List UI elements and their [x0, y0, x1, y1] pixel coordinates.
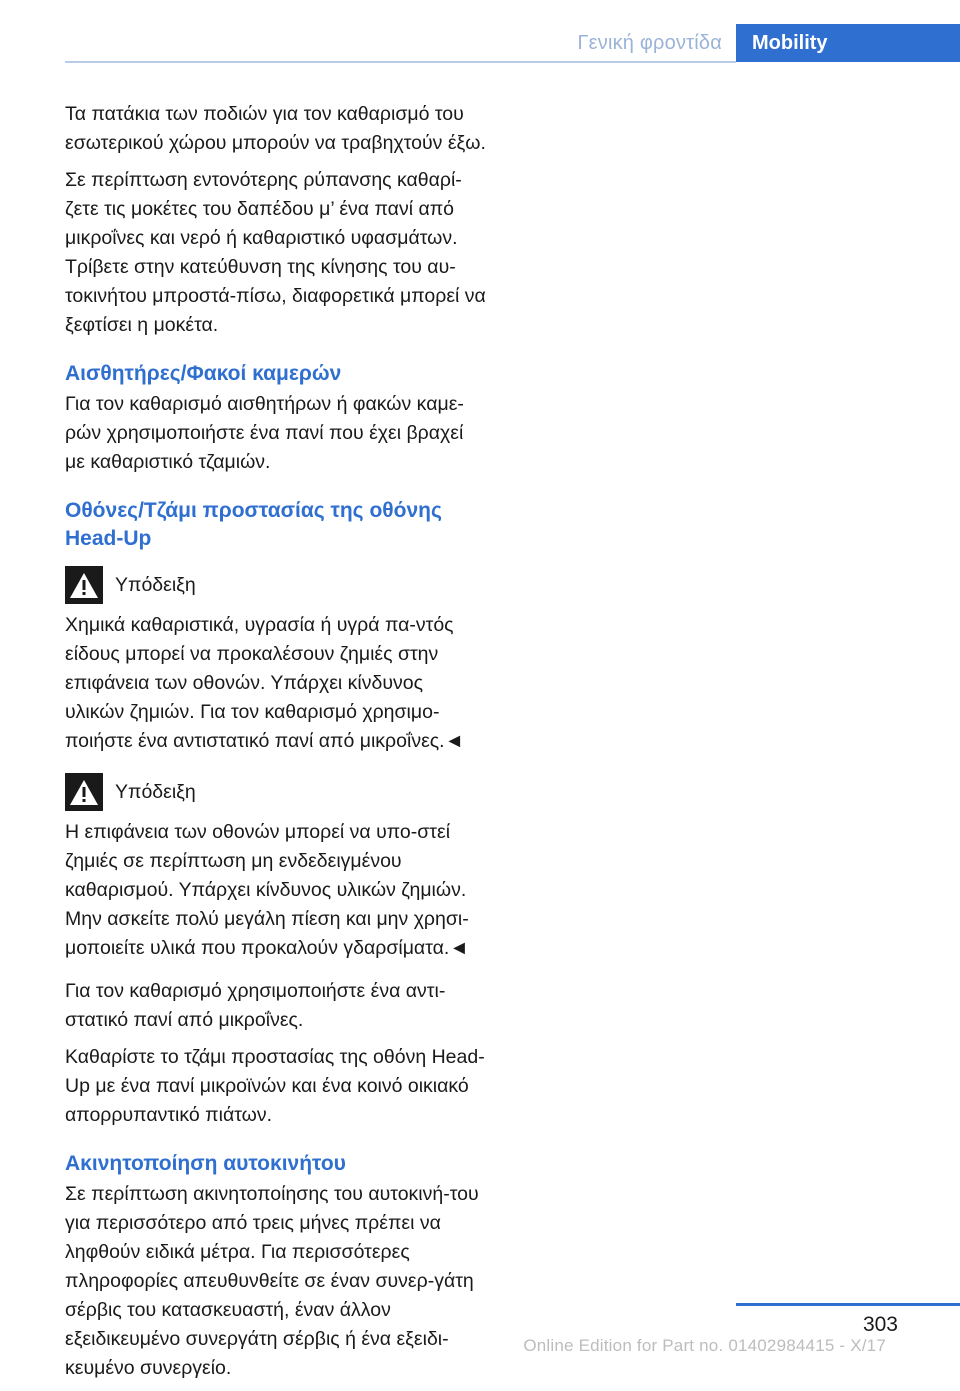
screens-heading: Οθόνες/Τζάμι προστασίας της οθόνης Head-Up [65, 499, 442, 550]
edition-footer: Online Edition for Part no. 01402984415 - X/17 [523, 1336, 886, 1355]
footer-divider [736, 1303, 960, 1306]
warning-note-2 [65, 770, 487, 963]
note-2-body: Η επιφάνεια των οθονών μπορεί να υπο-στεί ζημιές σε περίπτωση μη ενδεδειγμένου καθαρισμού. Υπάρχει κίνδυνος υλικών ζημιών. Μην ασκείτε πολύ μεγάλη πίεση και μην χρησι-μοποιείτε υλικά που προκαλούν γδαρσίματα.◄ [65, 821, 469, 959]
sensors-paragraph: Για τον καθαρισμό αισθητήρων ή φακών καμε-ρών χρησιμοποιήστε ένα πανί που έχει βραχεί με καθαριστικό τζαμιών. [65, 393, 464, 473]
intro-paragraph-1: Τα πατάκια των ποδιών για τον καθαρισμό του εσωτερικού χώρου μπορούν να τραβηχτούν έξω. [65, 103, 486, 154]
warning-triangle-icon [65, 773, 103, 811]
header-divider [65, 61, 736, 63]
warning-triangle-icon [65, 566, 103, 604]
section-tab-mobility: Mobility [736, 24, 960, 62]
screens-paragraph-2: Καθαρίστε το τζάμι προστασίας της οθόνη Head-Up με ένα πανί μικροϊνών και ένα κοινό οικιακό απορρυπαντικό πιάτων. [65, 1046, 485, 1126]
page-header [0, 24, 960, 62]
note-1-body: Χημικά καθαριστικά, υγρασία ή υγρά πα-ντός είδους μπορεί να προκαλέσουν ζημιές στην επιφάνεια των οθονών. Υπάρχει κίνδυνος υλικών ζημιών. Για τον καθαρισμό χρησιμο-ποιήστε ένα αντιστατικό πανί από μικροΐνες.◄ [65, 614, 464, 752]
intro-paragraph-2: Σε περίπτωση εντονότερης ρύπανσης καθαρί-ζετε τις μοκέτες του δαπέδου μ’ ένα πανί από μικροΐνες και νερό ή καθαριστικό υφασμάτων. Τρίβετε στην κατεύθυνση της κίνησης του αυ-τοκινήτου μπροστά-πίσω, διαφορετικά μπορεί να ξεφτίσει η μοκέτα. [65, 169, 486, 336]
sensors-heading: Αισθητήρες/Φακοί καμερών [65, 362, 342, 385]
immobilization-paragraph: Σε περίπτωση ακινητοποίησης του αυτοκινή-του για περισσότερο από τρεις μήνες πρέπει να ληφθούν ειδικά μέτρα. Για περισσότερες πληροφορίες απευθυνθείτε σε έναν συνερ-γάτη σέρβις του κατασκευαστή, έναν άλλον εξειδικευμένο συνεργάτη σέρβις ή ένα εξειδι-κευμένο συνεργείο. [65, 1183, 479, 1379]
section-tab-general-care: Γενική φροντίδα [577, 31, 722, 54]
warning-note-1 [65, 563, 487, 756]
main-content [65, 100, 487, 1391]
immobilization-heading: Ακινητοποίηση αυτοκινήτου [65, 1152, 346, 1175]
note-2-title: Υπόδειξη [115, 780, 196, 803]
page-number: 303 [862, 1313, 898, 1336]
note-1-title: Υπόδειξη [115, 573, 196, 596]
screens-paragraph-1: Για τον καθαρισμό χρησιμοποιήστε ένα αντι-στατικό πανί από μικροΐνες. [65, 980, 446, 1031]
